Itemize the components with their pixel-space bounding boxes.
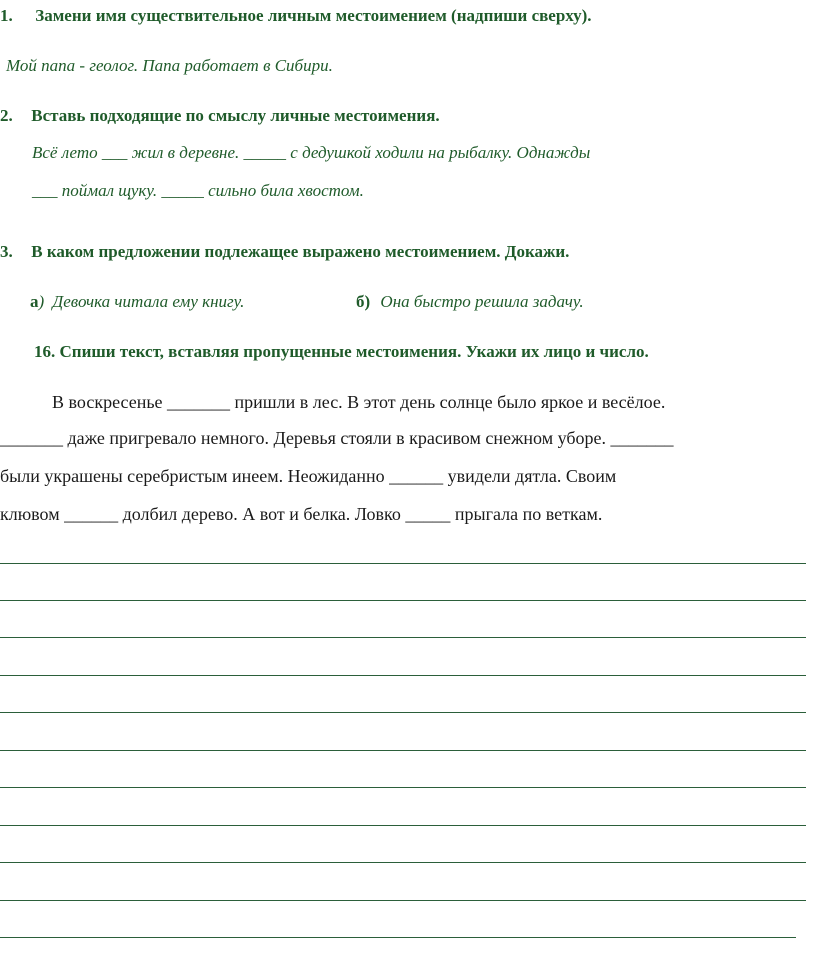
task16-text-line1: В воскресенье _______ пришли в лес. В этот день солнце было яркое и весёлое. xyxy=(52,392,666,412)
task16-text-line3: были украшены серебристым инеем. Неожиданно ______ увидели дятла. Своим xyxy=(0,466,617,486)
writing-line[interactable] xyxy=(0,675,806,676)
task3-option-a-text: Девочка читала ему книгу. xyxy=(52,292,245,311)
task2-heading-line xyxy=(0,106,440,126)
writing-line[interactable] xyxy=(0,937,796,938)
task1-heading: Замени имя существительное личным местоимением (надпиши сверху). xyxy=(35,6,592,25)
task1-heading-line xyxy=(0,6,592,26)
task3-option-a xyxy=(30,292,244,312)
task2-line1: Всё лето ___ жил в деревне. _____ с дедушкой ходили на рыбалку. Однажды xyxy=(32,143,591,162)
task16-heading-line xyxy=(34,342,649,362)
task3-option-b-text: Она быстро решила задачу. xyxy=(380,292,584,311)
task3-option-b-marker: б) xyxy=(356,292,371,311)
task3-option-b xyxy=(356,292,584,312)
task3-heading-line xyxy=(0,242,569,262)
task3-heading: В каком предложении подлежащее выражено местоимением. Докажи. xyxy=(31,242,570,261)
writing-line[interactable] xyxy=(0,825,806,826)
writing-line[interactable] xyxy=(0,600,806,601)
task16-text-line4: клювом ______ долбил дерево. А вот и белка. Ловко _____ прыгала по веткам. xyxy=(0,504,603,524)
task1-number: 1. xyxy=(0,6,13,25)
task1-sentence: Мой папа - геолог. Папа работает в Сибири. xyxy=(6,56,333,75)
task3-option-a-marker: а xyxy=(30,292,39,311)
writing-line[interactable] xyxy=(0,862,806,863)
task16-heading: Спиши текст, вставляя пропущенные местоимения. Укажи их лицо и число. xyxy=(59,342,649,361)
task2-line2: ___ поймал щуку. _____ сильно била хвостом. xyxy=(32,181,364,200)
writing-line[interactable] xyxy=(0,900,806,901)
task16-text-line2: _______ даже пригревало немного. Деревья стояли в красивом снежном уборе. _______ xyxy=(0,428,674,448)
task3-number: 3. xyxy=(0,242,13,261)
writing-line[interactable] xyxy=(0,637,806,638)
writing-line[interactable] xyxy=(0,712,806,713)
writing-line[interactable] xyxy=(0,750,806,751)
writing-line[interactable] xyxy=(0,787,806,788)
task2-heading: Вставь подходящие по смыслу личные местоимения. xyxy=(31,106,440,125)
writing-line[interactable] xyxy=(0,563,806,564)
task2-number: 2. xyxy=(0,106,13,125)
task16-number: 16. xyxy=(34,342,56,361)
task3-option-a-paren: ) xyxy=(38,292,45,311)
